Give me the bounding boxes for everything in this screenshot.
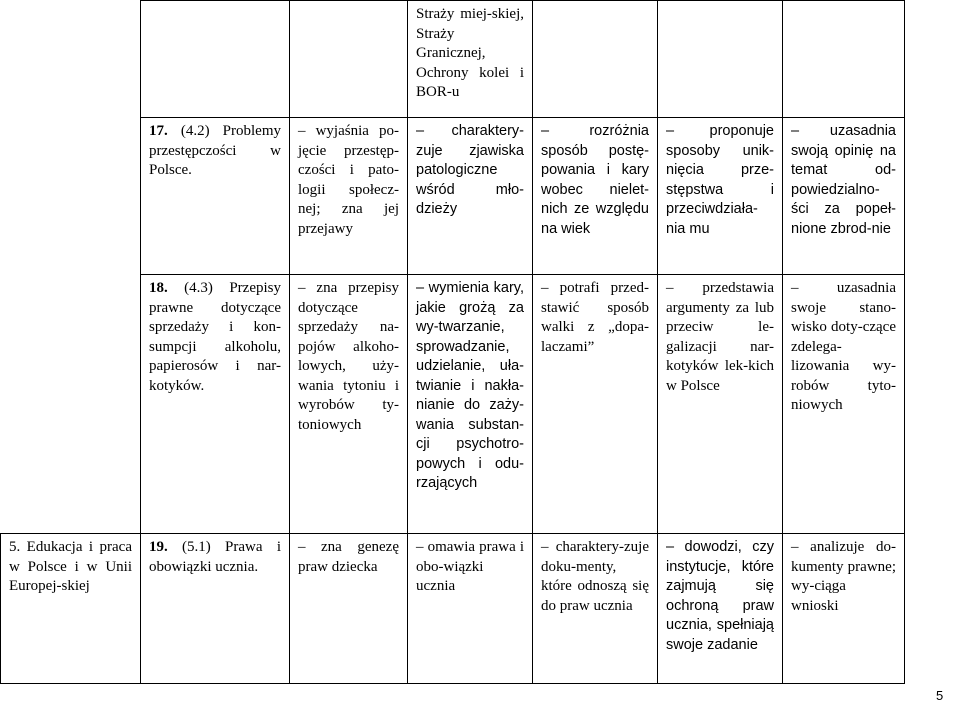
page-number: 5 bbox=[936, 688, 944, 703]
topic-cell bbox=[141, 534, 290, 684]
topic-number: 18. bbox=[149, 280, 168, 296]
requirement-cell-5: – analizuje do-kumenty prawne; wy-ciąga wnioski bbox=[783, 534, 905, 684]
section-cell: 5. Edukacja i praca w Polsce i w Unii Europej-skiej bbox=[1, 534, 141, 684]
topic-title: (4.2) Problemy przestępczości w Polsce. bbox=[149, 123, 281, 178]
requirement-cell-2: – omawia prawa i obo-wiązki ucznia bbox=[408, 534, 533, 684]
requirement-cell-1 bbox=[290, 1, 408, 118]
requirement-cell-2: Straży miej-skiej, Straży Granicznej, Ochrony kolei i BOR-u bbox=[408, 1, 533, 118]
table-row bbox=[1, 275, 905, 534]
requirement-cell-1: – zna przepisy dotyczące sprzedaży na-pojów alkoho-lowych, uży-wania tytoniu i wyrobów ty-toniowych bbox=[290, 275, 408, 534]
table-row bbox=[1, 1, 905, 118]
table-row bbox=[1, 534, 905, 684]
requirement-cell-2: – wymienia kary, jakie grożą za wy-twarzanie, sprowadzanie, udzielanie, uła-twianie i nakła-nianie do zaży-wania substan-cji psychotro-powych i odu-rzających bbox=[408, 275, 533, 534]
requirement-cell-4 bbox=[658, 1, 783, 118]
requirement-cell-4: – przedstawia argumenty za lub przeciw le-galizacji nar-kotyków lek-kich w Polsce bbox=[658, 275, 783, 534]
requirement-cell-1: – zna genezę praw dziecka bbox=[290, 534, 408, 684]
requirement-cell-5 bbox=[783, 1, 905, 118]
requirement-cell-2: – charaktery-zuje zjawiska patologiczne wśród mło-dzieży bbox=[408, 118, 533, 275]
requirement-cell-3 bbox=[533, 1, 658, 118]
requirement-cell-3: – charaktery-zuje doku-menty, które odnoszą się do praw ucznia bbox=[533, 534, 658, 684]
requirement-cell-4: – dowodzi, czy instytucje, które zajmują się ochroną praw ucznia, spełniają swoje zadanie bbox=[658, 534, 783, 684]
topic-number: 17. bbox=[149, 123, 168, 139]
table-row bbox=[1, 118, 905, 275]
requirement-cell-5: – uzasadnia swoją opinię na temat od-powiedzialno-ści za popeł-nione zbrod-nie bbox=[783, 118, 905, 275]
requirement-cell-3: – potrafi przed-stawić sposób walki z „dopa-laczami” bbox=[533, 275, 658, 534]
requirement-cell-3: – rozróżnia sposób postę-powania i kary wobec nielet-nich ze względu na wiek bbox=[533, 118, 658, 275]
section-cell bbox=[1, 1, 141, 118]
topic-cell bbox=[141, 275, 290, 534]
requirement-cell-4: – proponuje sposoby unik-nięcia prze-stępstwa i przeciwdziała-nia mu bbox=[658, 118, 783, 275]
topic-title: (4.3) Przepisy prawne dotyczące sprzedaży i kon-sumpcji alkoholu, papierosów i nar-kotyków. bbox=[149, 280, 281, 394]
topic-cell bbox=[141, 1, 290, 118]
topic-title: (5.1) Prawa i obowiązki ucznia. bbox=[149, 539, 281, 575]
section-cell bbox=[1, 118, 141, 275]
requirement-cell-5: – uzasadnia swoje stano-wisko doty-czące zdelega-lizowania wy-robów tyto-niowych bbox=[783, 275, 905, 534]
requirement-cell-1: – wyjaśnia po-jęcie przestęp-czości i pato-logii społecz-nej; zna jej przejawy bbox=[290, 118, 408, 275]
section-cell bbox=[1, 275, 141, 534]
topic-number: 19. bbox=[149, 539, 168, 555]
topic-cell bbox=[141, 118, 290, 275]
